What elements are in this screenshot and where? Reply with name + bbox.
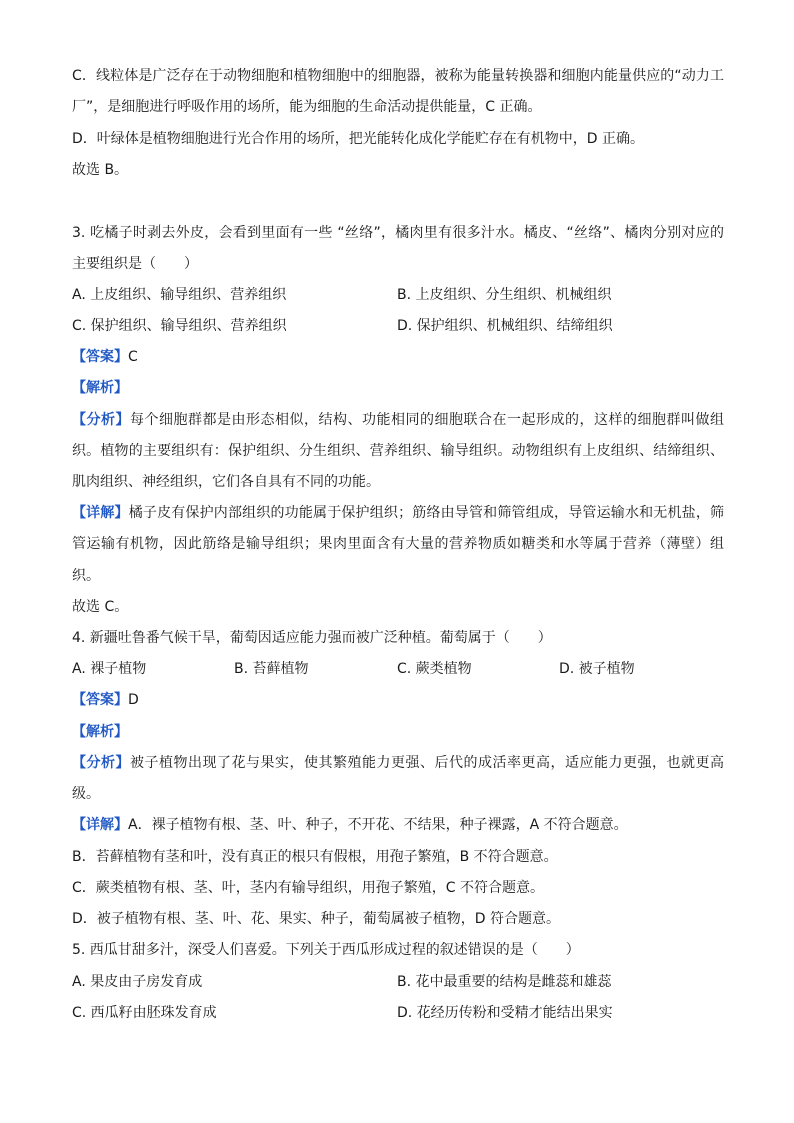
q5-option-c: C. 西瓜籽由胚珠发育成 (72, 1005, 217, 1021)
analysis-tag: 【解析】 (72, 724, 128, 740)
fenxi-tag: 【分析】 (72, 412, 130, 428)
q4-xiangjie-a-text: A．裸子植物有根、茎、叶、种子，不开花、不结果，种子裸露，A 不符合题意。 (128, 817, 628, 833)
analysis-tag: 【解析】 (72, 380, 128, 396)
q2-option-d-explanation: D．叶绿体是植物细胞进行光合作用的场所，把光能转化成化学能贮存在有机物中，D 正确。 (72, 131, 645, 147)
answer-tag: 【答案】 (72, 692, 128, 708)
q4-xiangjie-d: D．被子植物有根、茎、叶、花、果实、种子，葡萄属被子植物，D 符合题意。 (72, 911, 561, 927)
q3-fenxi-line2: 织。植物的主要组织有：保护组织、分生组织、营养组织、输导组织。动物组织有上皮组织、结缔组织、 (72, 443, 724, 459)
q4-answer (72, 690, 724, 710)
q5-option-a: A. 果皮由子房发育成 (72, 974, 203, 990)
fenxi-tag: 【分析】 (72, 755, 130, 771)
q5-stem: 5. 西瓜甘甜多汁，深受人们喜爱。下列关于西瓜形成过程的叙述错误的是（ ） (72, 942, 580, 958)
q3-option-c: C. 保护组织、输导组织、营养组织 (72, 318, 287, 334)
q4-option-b: B. 苔藓植物 (234, 661, 309, 677)
q4-stem: 4. 新疆吐鲁番气候干旱，葡萄因适应能力强而被广泛种植。葡萄属于（ ） (72, 630, 552, 646)
q4-fenxi-line1 (72, 753, 724, 773)
q3-fenxi-line3: 肌肉组织、神经组织，它们各自具有不同的功能。 (72, 474, 380, 490)
q4-fenxi-line2: 级。 (72, 786, 100, 802)
q4-analysis-heading (72, 722, 724, 742)
q3-final-choice: 故选 C。 (72, 599, 129, 615)
q4-answer-value: D (128, 692, 139, 708)
q3-stem-line2: 主要组织是（ ） (72, 256, 198, 272)
q3-option-b: B. 上皮组织、分生组织、机械组织 (397, 287, 612, 303)
q4-option-d: D. 被子植物 (559, 661, 635, 677)
q4-xiangjie-c: C．蕨类植物有根、茎、叶，茎内有输导组织，用孢子繁殖，C 不符合题意。 (72, 880, 544, 896)
q4-xiangjie-b: B．苔藓植物有茎和叶，没有真正的根只有假根，用孢子繁殖，B 不符合题意。 (72, 849, 558, 865)
q3-xiangjie-line1 (72, 503, 724, 523)
q3-option-d: D. 保护组织、机械组织、结缔组织 (397, 318, 613, 334)
q3-xiangjie-line2: 管运输有机物，因此筋络是输导组织；果肉里面含有大量的营养物质如糖类和水等属于营养（薄壁）组 (72, 536, 724, 552)
q3-fenxi-line1 (72, 410, 724, 430)
q3-fenxi-text1: 每个细胞群都是由形态相似，结构、功能相同的细胞联合在一起形成的，这样的细胞群叫做组 (130, 412, 724, 428)
xiangjie-tag: 【详解】 (72, 817, 128, 833)
q4-option-c: C. 蕨类植物 (397, 661, 472, 677)
q4-fenxi-text1: 被子植物出现了花与果实，使其繁殖能力更强、后代的成活率更高，适应能力更强，也就更高 (130, 755, 724, 771)
q5-option-d: D. 花经历传粉和受精才能结出果实 (397, 1005, 613, 1021)
xiangjie-tag: 【详解】 (72, 505, 129, 521)
q3-option-a: A. 上皮组织、输导组织、营养组织 (72, 287, 287, 303)
answer-tag: 【答案】 (72, 349, 128, 365)
q3-xiangjie-text1: 橘子皮有保护内部组织的功能属于保护组织；筋络由导管和筛管组成，导管运输水和无机盐，筛 (128, 505, 725, 521)
q3-answer (72, 347, 724, 367)
q3-stem-line1: 3. 吃橘子时剥去外皮，会看到里面有一些 “丝络”，橘肉里有很多汁水。橘皮、“丝络”、橘肉分别对应的 (72, 225, 724, 241)
q2-option-c-explanation-line2: 厂”，是细胞进行呼吸作用的场所，能为细胞的生命活动提供能量，C 正确。 (72, 99, 542, 115)
q4-option-a: A. 裸子植物 (72, 661, 147, 677)
q5-option-b: B. 花中最重要的结构是雌蕊和雄蕊 (397, 974, 612, 990)
q3-xiangjie-line3: 织。 (72, 568, 100, 584)
q3-answer-value: C (128, 349, 138, 365)
q2-option-c-explanation-line1: C．线粒体是广泛存在于动物细胞和植物细胞中的细胞器，被称为能量转换器和细胞内能量供应的“动力工 (72, 68, 724, 84)
q2-final-choice: 故选 B。 (72, 162, 129, 178)
q4-xiangjie-a (72, 815, 724, 835)
q3-analysis-heading (72, 378, 724, 398)
